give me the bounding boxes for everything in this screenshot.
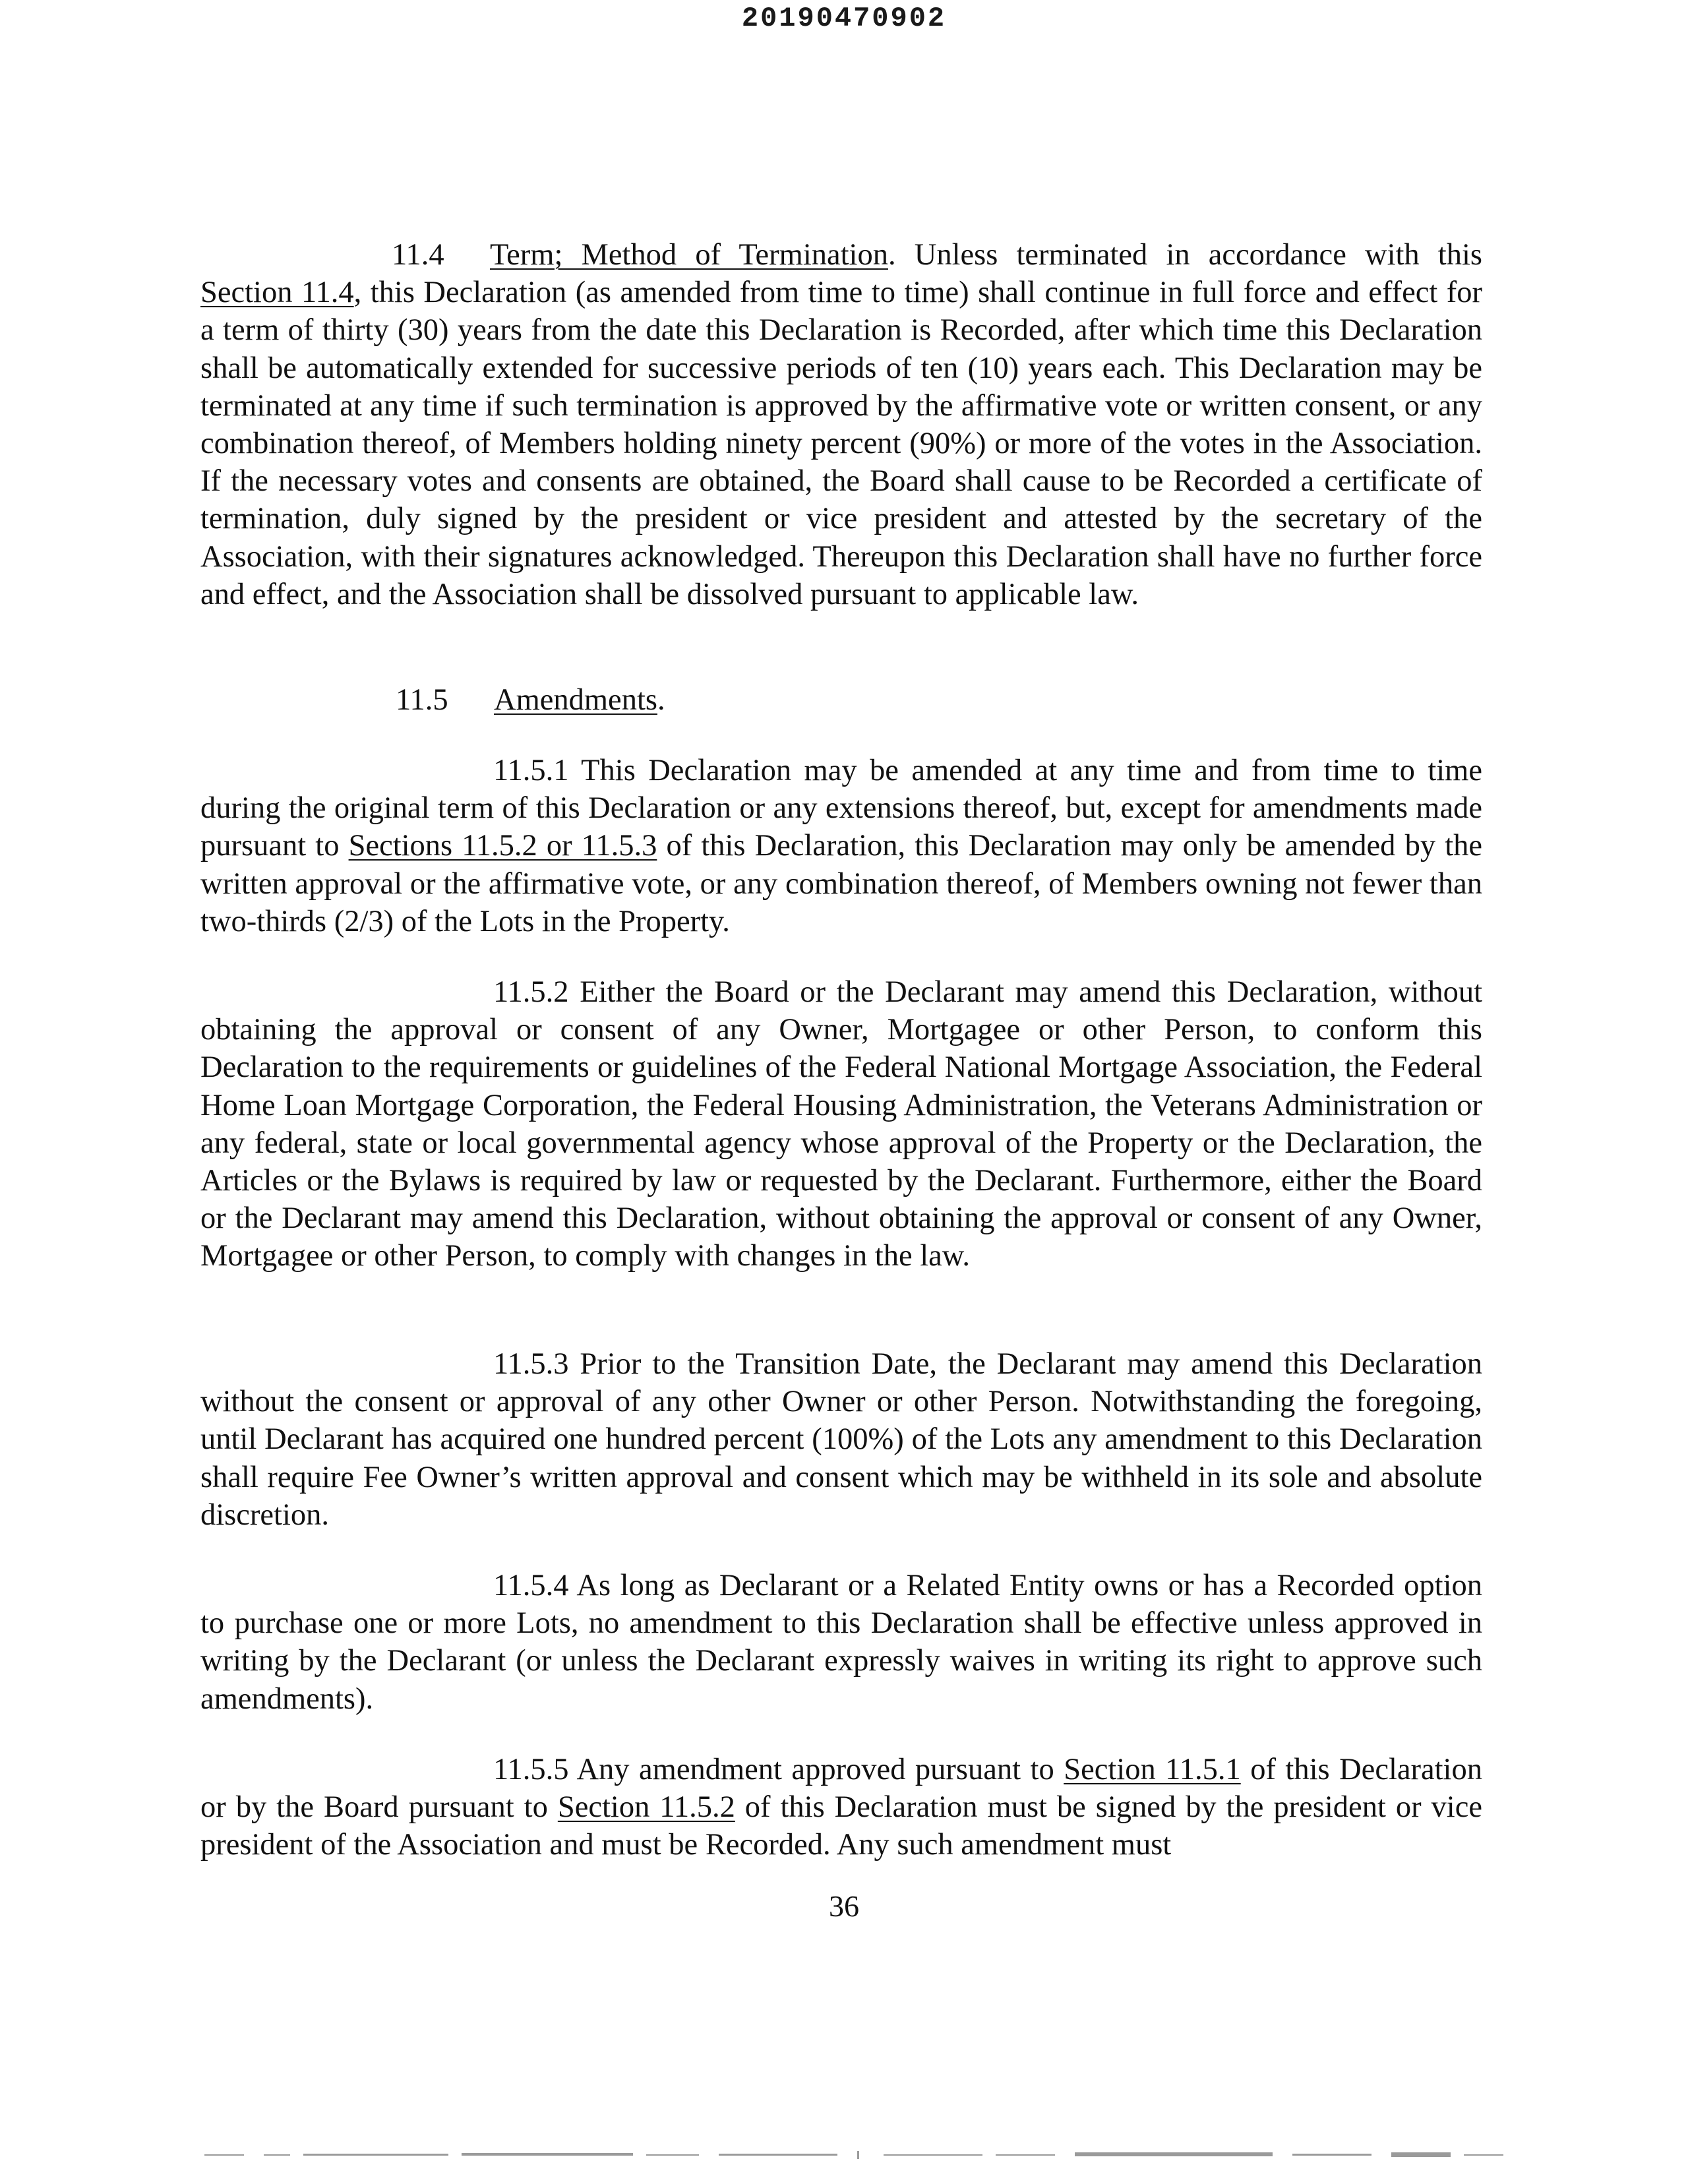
heading-period: . [657, 683, 665, 717]
section-title: Amendments [494, 683, 657, 717]
page-number: 36 [829, 1889, 859, 1923]
section-reference: Sections 11.5.2 or 11.5.3 [348, 829, 657, 863]
paragraph-text: of this Declaration must be signed by the president or vice president of the Association and must be Recorded. Any such amendment must [200, 1790, 1482, 1862]
paragraph-text: 11.5.3 Prior to the Transition Date, the Declarant may amend this Declaration without the consent or approval of any other Owner or other Person. Notwithstanding the foregoing, until Declarant has acquired one hundred percent (100%) of the Lots any amendment to this Declaration shall require Fee Owner’s written approval and consent which may be withheld in its sole and absolute discretion. [200, 1347, 1482, 1532]
section-reference: Section 11.4 [200, 276, 354, 310]
paragraph-text: . Unless terminated in accordance with this [888, 238, 1482, 272]
document-number: 20190470902 [741, 3, 947, 34]
section-11-4-paragraph [200, 236, 1482, 613]
section-11-5-5-paragraph [200, 1751, 1482, 1864]
section-11-5-3-paragraph [200, 1345, 1482, 1534]
section-number: 11.4 [392, 238, 444, 272]
section-number: 11.5 [396, 683, 448, 717]
section-reference: Section 11.5.2 [557, 1790, 735, 1825]
section-11-5-2-paragraph [200, 973, 1482, 1275]
paragraph-text: 11.5.2 Either the Board or the Declarant may amend this Declaration, without obtaining the approval or consent of any Owner, Mortgagee or other Person, to conform this Declaration to the requirements or guidelines of the Federal National Mortgage Association, the Federal Home Loan Mortgage Corporation, the Federal Housing Administration, the Veterans Administration or any federal, state or local governmental agency whose approval of the Property or the Declaration, the Articles or the Bylaws is required by law or requested by the Declarant. Furthermore, either the Board or the Declarant may amend this Declaration, without obtaining the approval or consent of any Owner, Mortgagee or other Person, to comply with changes in the law. [200, 975, 1482, 1273]
paragraph-text: , this Declaration (as amended from time to time) shall continue in full force and effect for a term of thirty (30) years from the date this Declaration is Recorded, after which time this Declaration shall be automatically extended for successive periods of ten (10) years each. This Declaration may be terminated at any time if such termination is approved by the affirmative vote or written consent, or any combination thereof, of Members holding ninety percent (90%) or more of the votes in the Association. If the necessary votes and consents are obtained, the Board shall cause to be Recorded a certificate of termination, duly signed by the president or vice president and attested by the secretary of the Association, with their signatures acknowledged. Thereupon this Declaration shall have no further force and effect, and the Association shall be dissolved pursuant to applicable law. [200, 276, 1482, 611]
section-11-5-heading [396, 681, 665, 719]
paragraph-text: 11.5.1 This Declaration may be amended at any time and from time to time during the original term of this Declaration or any extensions thereof, but, except for amendments made pursuant to [200, 754, 1482, 863]
section-11-5-4-paragraph [200, 1567, 1482, 1718]
paragraph-text: 11.5.5 Any amendment approved pursuant to [493, 1753, 1064, 1786]
paragraph-text: of this Declaration or by the Board pursuant to [200, 1753, 1482, 1825]
section-title: Term; Method of Termination [490, 238, 888, 272]
section-11-5-1-paragraph [200, 752, 1482, 940]
scan-artifact-strip [204, 2151, 1510, 2159]
section-reference: Section 11.5.1 [1064, 1753, 1241, 1786]
paragraph-text: 11.5.4 As long as Declarant or a Related Entity owns or has a Recorded option to purchase one or more Lots, no amendment to this Declaration shall be effective unless approved in writing by the Declarant (or unless the Declarant expressly waives in writing its right to approve such amendments). [200, 1569, 1482, 1716]
paragraph-text: of this Declaration, this Declaration may only be amended by the written approval or the affirmative vote, or any combination thereof, of Members owning not fewer than two-thirds (2/3) of the Lots in the Property. [200, 829, 1483, 938]
